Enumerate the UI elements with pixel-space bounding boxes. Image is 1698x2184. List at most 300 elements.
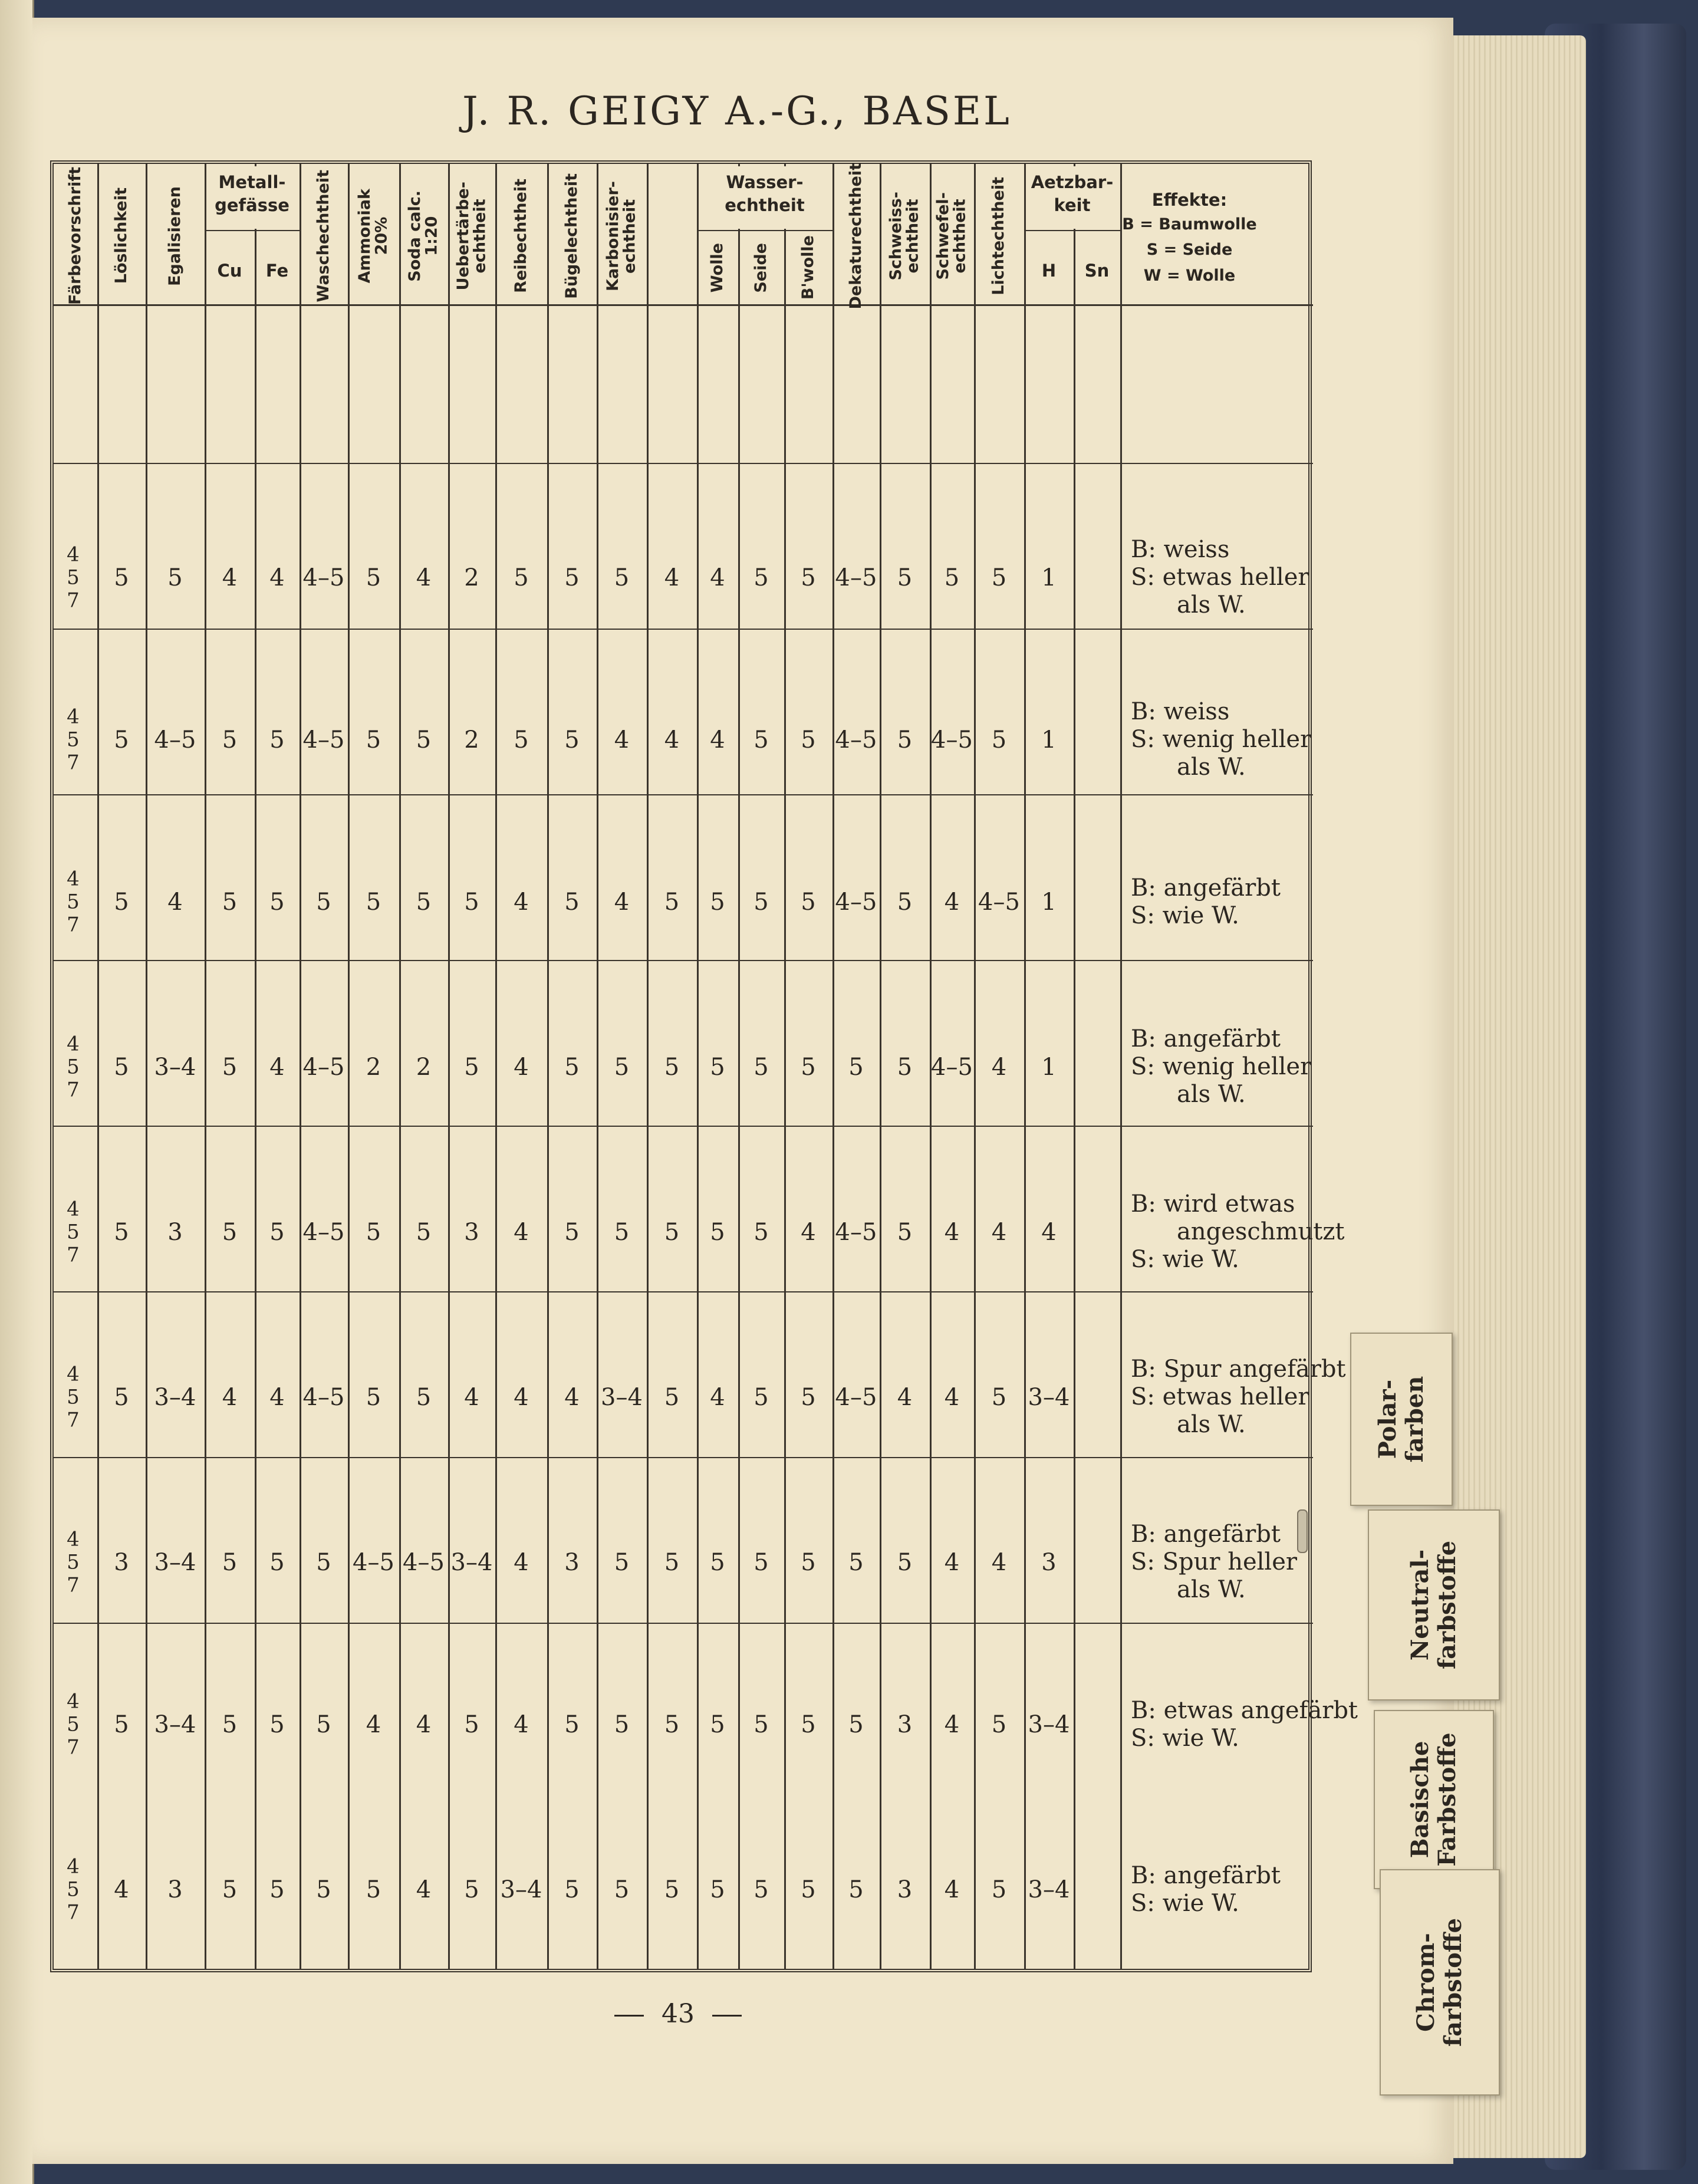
fv-digit: 5: [67, 890, 80, 914]
table-cell: 4: [514, 1711, 529, 1738]
table-cell: 5: [366, 1876, 381, 1903]
table-cell: 5: [366, 1219, 381, 1246]
table-cell: 5: [416, 1219, 432, 1246]
table-cell: 3–4: [154, 1054, 196, 1081]
fv-digit: 7: [67, 588, 80, 613]
row-divider: [54, 1291, 1313, 1292]
sub-header: Sn: [1084, 261, 1110, 281]
table-cell: 5: [316, 1876, 331, 1903]
table-cell: 4: [514, 889, 529, 916]
column-header: [547, 168, 597, 304]
page-header: J. R. GEIGY A.-G., BASEL: [462, 88, 1012, 134]
table-cell: 3: [1041, 1549, 1057, 1576]
tab-neutral-farbstoffe[interactable]: [1368, 1509, 1500, 1701]
table-cell: 5: [222, 726, 238, 754]
column-divider: [880, 164, 881, 1969]
table-cell: 5: [564, 726, 580, 754]
table-cell: 3: [114, 1549, 129, 1576]
row-divider: [54, 960, 1313, 961]
table-cell: 4: [167, 889, 183, 916]
table-cell: 5: [269, 889, 285, 916]
table-cell: 5: [710, 1549, 725, 1576]
effekte-line: S: Spur heller: [1131, 1548, 1298, 1576]
column-header: [597, 168, 647, 304]
table-cell: 5: [416, 1384, 432, 1411]
column-header: [495, 168, 547, 304]
header-wasserechtheit: Wasser- echtheit: [725, 172, 805, 216]
fv-digit: 7: [67, 1900, 80, 1925]
effekte-line: als W.: [1177, 1411, 1246, 1439]
table-cell: 4–5: [978, 889, 1020, 916]
fv-digit: 5: [67, 1550, 80, 1574]
column-divider: [832, 164, 834, 1969]
table-cell: 5: [664, 1384, 680, 1411]
column-header: [880, 168, 930, 304]
column-header-label: Soda calc. 1:20: [406, 190, 441, 282]
table-cell: 4: [944, 1219, 960, 1246]
effekte-title: Effekte:: [1151, 190, 1228, 210]
table-cell: 5: [897, 564, 913, 591]
column-divider: [1120, 164, 1122, 1969]
table-cell: 1: [1041, 564, 1057, 591]
table-cell: 5: [222, 1711, 238, 1738]
fastness-table: [50, 160, 1312, 1972]
effekte-cell: [1131, 874, 1378, 930]
table-cell: 5: [416, 889, 432, 916]
row-divider: [54, 1623, 1313, 1624]
table-cell: 5: [464, 1876, 479, 1903]
table-cell: 4–5: [835, 1384, 877, 1411]
table-cell: 5: [464, 1054, 479, 1081]
table-cell: 5: [710, 1054, 725, 1081]
page-number-value: 43: [662, 1999, 695, 2029]
effekte-line: B: Spur angefärbt: [1131, 1356, 1346, 1383]
table-cell: 5: [664, 1054, 680, 1081]
table-cell: 5: [991, 1384, 1007, 1411]
table-cell: 5: [664, 889, 680, 916]
table-cell: 4: [991, 1054, 1007, 1081]
table-cell: 5: [753, 726, 769, 754]
column-header-label: Lichtechtheit: [989, 176, 1008, 295]
table-cell: 5: [316, 1711, 331, 1738]
column-divider: [784, 164, 786, 1969]
column-header: [930, 168, 974, 304]
table-cell: 5: [664, 1876, 680, 1903]
fv-digit: 4: [67, 542, 80, 567]
tab-polar-farben[interactable]: [1350, 1333, 1453, 1506]
table-cell: 5: [269, 726, 285, 754]
table-cell: 5: [753, 1384, 769, 1411]
table-cell: 4–5: [302, 1384, 345, 1411]
table-cell: 4–5: [835, 889, 877, 916]
column-divider: [255, 164, 256, 1969]
table-cell: 2: [464, 726, 479, 754]
effekte-line: B: angefärbt: [1131, 1521, 1281, 1548]
table-cell: 4: [114, 1876, 129, 1903]
faerbevorschrift-cell: [58, 1690, 88, 1759]
table-cell: 5: [114, 1054, 129, 1081]
column-header: [448, 168, 495, 304]
table-cell: 5: [991, 1876, 1007, 1903]
fv-digit: 5: [67, 1712, 80, 1736]
page-number: [590, 1999, 766, 2029]
table-cell: 4–5: [154, 726, 196, 754]
table-cell: 5: [114, 1711, 129, 1738]
dash: [712, 2015, 742, 2017]
fv-digit: 7: [67, 1735, 80, 1759]
column-divider: [547, 164, 549, 1969]
table-cell: 4: [269, 1054, 285, 1081]
table-cell: 4: [944, 1549, 960, 1576]
sub-header: [697, 233, 738, 302]
table-cell: 5: [464, 889, 479, 916]
table-cell: 5: [897, 1054, 913, 1081]
column-divider: [697, 164, 699, 1969]
faerbevorschrift-cell: [58, 1032, 88, 1101]
table-cell: 5: [710, 889, 725, 916]
effekte-line: als W.: [1177, 1081, 1246, 1109]
fv-digit: 4: [67, 1197, 80, 1221]
column-header-label: Dekaturechtheit: [846, 162, 865, 310]
table-cell: 4: [514, 1384, 529, 1411]
previous-page-edge: [0, 0, 34, 2184]
table-cell: 5: [991, 564, 1007, 591]
table-cell: 4: [991, 1549, 1007, 1576]
table-cell: 3–4: [154, 1549, 196, 1576]
column-divider: [597, 164, 598, 1969]
tab-label: Polar- farben: [1374, 1376, 1429, 1463]
table-cell: 3–4: [154, 1711, 196, 1738]
column-header-label: Schwefel- echtheit: [934, 192, 969, 280]
table-cell: 5: [753, 1549, 769, 1576]
table-cell: 5: [222, 1876, 238, 1903]
paper-clip-icon: [1297, 1509, 1308, 1553]
header-divider: [54, 304, 1313, 306]
table-cell: 5: [514, 564, 529, 591]
column-divider: [448, 164, 450, 1969]
table-cell: 4: [710, 1384, 725, 1411]
column-header-label: Schweiss- echtheit: [887, 191, 922, 281]
table-cell: 5: [366, 889, 381, 916]
effekte-line: als W.: [1177, 754, 1246, 781]
fv-digit: 5: [67, 1385, 80, 1409]
fv-digit: 4: [67, 1032, 80, 1056]
fv-digit: 7: [67, 1408, 80, 1432]
table-cell: 5: [664, 1219, 680, 1246]
table-cell: 5: [614, 1876, 630, 1903]
fv-digit: 4: [67, 1689, 80, 1713]
header-aetzbarkeit: Aetzbar- keit: [1031, 172, 1114, 216]
table-cell: 5: [564, 889, 580, 916]
table-cell: 5: [564, 1054, 580, 1081]
table-cell: 5: [114, 1219, 129, 1246]
table-cell: 3: [897, 1711, 913, 1738]
table-cell: 5: [664, 1549, 680, 1576]
table-cell: 4: [269, 564, 285, 591]
table-cell: 2: [366, 1054, 381, 1081]
table-cell: 4–5: [931, 726, 973, 754]
table-cell: 2: [464, 564, 479, 591]
table-cell: 5: [114, 726, 129, 754]
table-cell: 4: [416, 1711, 432, 1738]
effekte-line: B: angefärbt: [1131, 1025, 1281, 1053]
table-cell: 1: [1041, 726, 1057, 754]
table-cell: 5: [848, 1549, 864, 1576]
table-cell: 5: [710, 1219, 725, 1246]
table-cell: 4: [416, 564, 432, 591]
table-cell: 5: [753, 1876, 769, 1903]
table-cell: 5: [114, 1384, 129, 1411]
column-header: [146, 168, 205, 304]
table-cell: 3: [897, 1876, 913, 1903]
table-cell: 4: [991, 1219, 1007, 1246]
table-cell: 5: [614, 1219, 630, 1246]
column-header-label: Waschechtheit: [314, 169, 333, 302]
sub-header-label: B'wolle: [798, 235, 817, 300]
effekte-cell: [1131, 1190, 1378, 1274]
table-cell: 4: [944, 1876, 960, 1903]
fv-digit: 4: [67, 1362, 80, 1386]
table-cell: 4: [897, 1384, 913, 1411]
table-cell: 4–5: [835, 726, 877, 754]
table-cell: 5: [222, 1549, 238, 1576]
table-cell: 4–5: [302, 564, 345, 591]
table-cell: 5: [269, 1549, 285, 1576]
table-cell: 5: [366, 1384, 381, 1411]
faerbevorschrift-cell: [58, 1363, 88, 1432]
table-cell: 1: [1041, 889, 1057, 916]
column-divider: [495, 164, 497, 1969]
table-cell: 5: [801, 889, 816, 916]
table-cell: 4–5: [835, 564, 877, 591]
group-header-divider: [205, 230, 300, 231]
fv-digit: 5: [67, 728, 80, 752]
table-cell: 4–5: [353, 1549, 394, 1576]
table-cell: 5: [753, 889, 769, 916]
column-divider: [974, 164, 976, 1969]
row-divider: [54, 1457, 1313, 1458]
table-cell: 4–5: [302, 1219, 345, 1246]
table-cell: 4: [222, 1384, 238, 1411]
column-divider: [1074, 164, 1075, 1969]
effekte-cell: [1131, 536, 1378, 620]
table-cell: 5: [564, 1219, 580, 1246]
row-divider: [54, 463, 1313, 464]
table-cell: 3–4: [1028, 1876, 1070, 1903]
column-divider: [300, 164, 301, 1969]
table-cell: 5: [114, 889, 129, 916]
column-divider: [97, 164, 99, 1969]
fv-digit: 4: [67, 1854, 80, 1879]
effekte-line: B: angefärbt: [1131, 1861, 1281, 1889]
faerbevorschrift-cell: [58, 705, 88, 774]
faerbevorschrift-cell: [58, 543, 88, 612]
sub-header: Fe: [265, 261, 289, 281]
fv-digit: 5: [67, 1055, 80, 1079]
effekte-line: als W.: [1177, 1576, 1246, 1604]
table-cell: 3–4: [450, 1549, 493, 1576]
sub-header: Cu: [217, 261, 242, 281]
table-cell: 4: [664, 564, 680, 591]
column-header: [832, 162, 880, 310]
table-cell: 4: [614, 889, 630, 916]
effekte-line: als W.: [1177, 591, 1246, 619]
table-cell: 5: [753, 1711, 769, 1738]
table-cell: 5: [801, 726, 816, 754]
sub-header: [784, 233, 832, 302]
column-header: [54, 168, 97, 304]
table-cell: 4: [710, 564, 725, 591]
table-cell: 5: [366, 726, 381, 754]
effekte-line: B: weiss: [1131, 536, 1230, 564]
table-cell: 5: [753, 1219, 769, 1246]
effekte-cell: [1131, 1521, 1378, 1604]
table-cell: 5: [710, 1711, 725, 1738]
group-header-divider: [1024, 230, 1120, 231]
table-cell: 4: [1041, 1219, 1057, 1246]
effekte-cell: [1131, 1356, 1378, 1439]
table-cell: 4: [366, 1711, 381, 1738]
table-cell: 3: [464, 1219, 479, 1246]
row-divider: [54, 794, 1313, 795]
table-cell: 5: [944, 564, 960, 591]
table-cell: 5: [316, 1549, 331, 1576]
table-cell: 3–4: [1028, 1711, 1070, 1738]
table-cell: 4: [944, 1384, 960, 1411]
column-header-label: Löslichkeit: [111, 188, 130, 284]
column-divider: [348, 164, 350, 1969]
table-cell: 4: [416, 1876, 432, 1903]
table-cell: 5: [514, 726, 529, 754]
table-cell: 5: [801, 1054, 816, 1081]
column-header-label: Karbonisier- echtheit: [604, 180, 639, 291]
tab-chrom-farbstoffe[interactable]: [1380, 1869, 1500, 2096]
sub-header-label: Seide: [751, 242, 770, 293]
effekte-line: S: wie W.: [1131, 1246, 1239, 1274]
table-cell: 4–5: [403, 1549, 445, 1576]
fv-digit: 4: [67, 705, 80, 729]
tab-label: Chrom- farbstoffe: [1412, 1917, 1467, 2047]
table-cell: 5: [848, 1054, 864, 1081]
table-cell: 3: [167, 1219, 183, 1246]
table-cell: 5: [222, 1054, 238, 1081]
fv-digit: 5: [67, 565, 80, 590]
table-cell: 5: [564, 1711, 580, 1738]
table-cell: 5: [614, 1054, 630, 1081]
table-cell: 5: [897, 889, 913, 916]
fv-digit: 7: [67, 1078, 80, 1102]
fv-digit: 5: [67, 1220, 80, 1244]
column-divider: [738, 164, 740, 1969]
table-cell: 3–4: [601, 1384, 643, 1411]
table-cell: 5: [991, 726, 1007, 754]
tab-label: Neutral- farbstoffe: [1406, 1540, 1461, 1670]
table-cell: 3: [564, 1549, 580, 1576]
table-cell: 3–4: [154, 1384, 196, 1411]
column-header: [974, 168, 1024, 304]
group-header-divider: [697, 230, 832, 231]
column-header-label: Ammoniak 20%: [356, 188, 391, 284]
table-cell: 4: [664, 726, 680, 754]
table-cell: 4–5: [302, 1054, 345, 1081]
table-cell: 5: [222, 889, 238, 916]
column-header-label: Egalisieren: [165, 186, 184, 286]
column-header-label: Uebertärbe- echtheit: [453, 181, 489, 291]
fv-digit: 7: [67, 751, 80, 775]
table-cell: 5: [753, 1054, 769, 1081]
effekte-line: B: etwas angefärbt: [1131, 1696, 1358, 1724]
table-cell: 5: [222, 1219, 238, 1246]
table-cell: 3: [167, 1876, 183, 1903]
table-cell: 5: [801, 1711, 816, 1738]
effekte-legend-item: W = Wolle: [1143, 266, 1236, 285]
column-divider: [647, 164, 649, 1969]
table-cell: 5: [269, 1711, 285, 1738]
column-divider: [146, 164, 147, 1969]
faerbevorschrift-cell: [58, 1528, 88, 1597]
dash: [614, 2015, 644, 2017]
table-cell: 5: [801, 1549, 816, 1576]
table-cell: 3–4: [500, 1876, 542, 1903]
table-cell: 4: [710, 726, 725, 754]
fv-digit: 4: [67, 1527, 80, 1551]
faerbevorschrift-cell: [58, 867, 88, 936]
table-cell: 5: [564, 1876, 580, 1903]
sub-header-label: Wolle: [708, 242, 726, 293]
table-cell: 2: [416, 1054, 432, 1081]
effekte-line: angeschmutzt: [1177, 1218, 1345, 1246]
column-divider: [1024, 164, 1026, 1969]
effekte-line: S: wenig heller: [1131, 1053, 1312, 1081]
table-cell: 3–4: [1028, 1384, 1070, 1411]
table-cell: 5: [614, 564, 630, 591]
effekte-line: S: etwas heller: [1131, 564, 1309, 591]
table-cell: 5: [801, 1384, 816, 1411]
table-cell: 5: [269, 1219, 285, 1246]
fv-digit: 4: [67, 867, 80, 891]
column-header: [399, 168, 448, 304]
row-divider: [54, 629, 1313, 630]
effekte-cell: [1131, 698, 1378, 782]
column-divider: [399, 164, 401, 1969]
column-header-label: Reibechtheit: [511, 179, 530, 293]
sub-header: [738, 233, 784, 302]
table-cell: 5: [664, 1711, 680, 1738]
table-cell: 5: [416, 726, 432, 754]
table-cell: 5: [897, 1549, 913, 1576]
table-cell: 4–5: [931, 1054, 973, 1081]
table-cell: 4: [944, 1711, 960, 1738]
table-cell: 5: [366, 564, 381, 591]
effekte-line: S: etwas heller: [1131, 1383, 1309, 1411]
column-header: [348, 168, 399, 304]
table-cell: 5: [801, 1876, 816, 1903]
table-cell: 4: [514, 1549, 529, 1576]
table-cell: 4: [564, 1384, 580, 1411]
header-effekte: [1120, 189, 1259, 288]
header-metallgefaesse: Metall- gefässe: [215, 172, 289, 216]
table-cell: 4: [514, 1054, 529, 1081]
table-cell: 5: [710, 1876, 725, 1903]
effekte-legend-item: B = Baumwolle: [1122, 215, 1257, 234]
tab-basische-farbstoffe[interactable]: [1374, 1710, 1494, 1889]
faerbevorschrift-cell: [58, 1198, 88, 1267]
table-cell: 5: [564, 564, 580, 591]
effekte-cell: [1131, 1025, 1378, 1109]
table-cell: 5: [269, 1876, 285, 1903]
effekte-line: B: wird etwas: [1131, 1190, 1295, 1218]
table-cell: 4: [269, 1384, 285, 1411]
